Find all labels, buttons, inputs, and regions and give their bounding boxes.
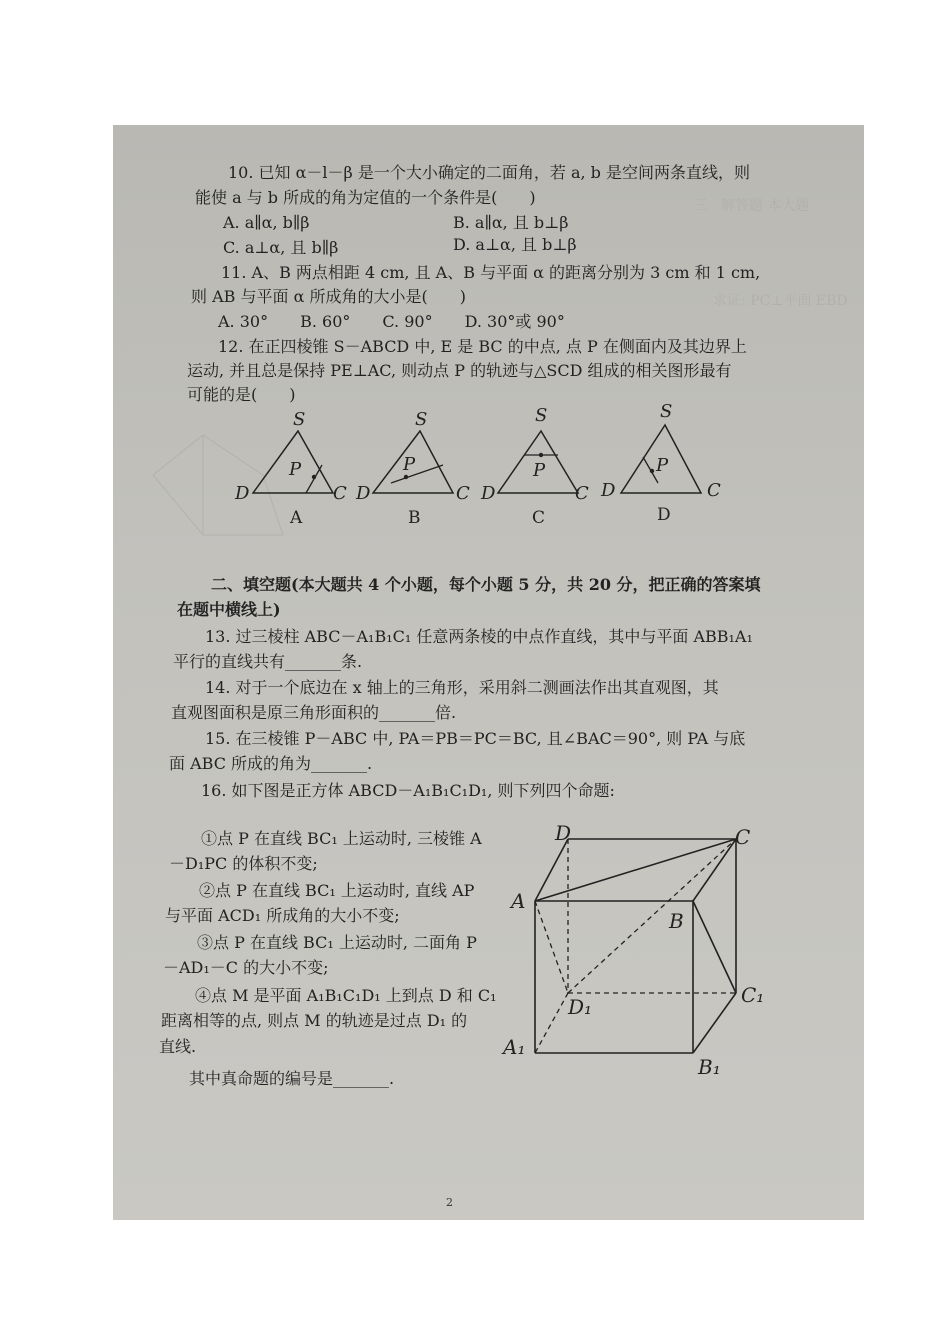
q14-line1: 14. 对于一个底边在 x 轴上的三角形，采用斜二测画法作出其直观图，其: [205, 678, 719, 697]
q12-caption-c: C: [532, 508, 546, 528]
q12-stem-line3: 可能的是( ): [187, 385, 296, 404]
q16-prop2-line2: 与平面 ACD₁ 所成角的大小不变;: [165, 906, 400, 925]
q12-caption-b: B: [408, 508, 421, 528]
q12-d-label-c: C: [707, 480, 721, 501]
q12-stem-line1: 12. 在正四棱锥 S－ABCD 中, E 是 BC 的中点, 点 P 在侧面内及其边界上: [218, 337, 747, 356]
q11-options: A. 30° B. 60° C. 90° D. 30°或 90°: [218, 312, 565, 331]
q12-a-label-c: C: [333, 483, 347, 504]
q14-line2: 直观图面积是原三角形面积的_______倍.: [171, 703, 457, 722]
q13-line2: 平行的直线共有_______条.: [173, 652, 363, 671]
q12-b-label-s: S: [415, 409, 428, 430]
q10-option-d: D. a⊥α, 且 b⊥β: [453, 235, 577, 254]
q12-b-label-c: C: [456, 483, 470, 504]
q12-b-label-p: P: [403, 454, 416, 475]
cube-label-c1: C₁: [741, 983, 765, 1007]
q12-stem-line2: 运动, 并且总是保持 PE⊥AC, 则动点 P 的轨迹与△SCD 组成的相关图形最有: [187, 361, 732, 380]
q12-a-label-s: S: [293, 409, 306, 430]
q12-d-label-d: D: [601, 480, 616, 501]
q16-answer-line: 其中真命题的编号是_______.: [189, 1069, 395, 1088]
q12-d-label-s: S: [660, 401, 673, 422]
section2-header-line1: 二、填空题(本大题共 4 个小题，每个小题 5 分，共 20 分，把正确的答案填: [211, 575, 761, 594]
photographed-exam-page: [113, 125, 864, 1220]
q11-stem-line1: 11. A、B 两点相距 4 cm, 且 A、B 与平面 α 的距离分别为 3 cm 和 1 cm,: [221, 263, 761, 282]
q16-prop3-line1: ③点 P 在直线 BC₁ 上运动时, 二面角 P: [197, 933, 477, 952]
cube-label-d: D: [555, 821, 572, 845]
q12-a-label-p: P: [289, 459, 302, 480]
q16-prop1-line2: －D₁PC 的体积不变;: [169, 854, 318, 873]
cube-label-c: C: [735, 825, 751, 849]
q10-option-c: C. a⊥α, 且 b∥β: [223, 238, 339, 257]
q10-stem-line2: 能使 a 与 b 所成的角为定值的一个条件是( ): [195, 188, 536, 207]
q12-d-label-p: P: [656, 455, 669, 476]
cube-label-a: A: [511, 889, 526, 913]
cube-label-d1: D₁: [568, 995, 593, 1019]
cube-label-a1: A₁: [503, 1035, 526, 1059]
q12-b-label-d: D: [356, 483, 371, 504]
q16-prop3-line2: －AD₁－C 的大小不变;: [163, 958, 329, 977]
q15-line1: 15. 在三棱锥 P－ABC 中, PA＝PB＝PC＝BC, 且∠BAC＝90°, 则 PA 与底: [205, 729, 746, 748]
q12-caption-a: A: [290, 508, 303, 528]
bleed-through-text: 求证: PC⊥平面 EBD: [713, 293, 848, 309]
cube-label-b: B: [669, 909, 684, 933]
q12-c-label-s: S: [535, 405, 548, 426]
cube-label-b1: B₁: [698, 1055, 721, 1079]
q10-option-b: B. a∥α, 且 b⊥β: [453, 213, 569, 232]
q16-prop4-line2: 距离相等的点, 则点 M 的轨迹是过点 D₁ 的: [161, 1011, 468, 1030]
q11-stem-line2: 则 AB 与平面 α 所成角的大小是( ): [191, 287, 466, 306]
bleed-through-text: 三 解答题 本大题: [693, 198, 810, 214]
q12-c-label-c: C: [575, 483, 589, 504]
q12-c-label-d: D: [481, 483, 496, 504]
q16-line1: 16. 如下图是正方体 ABCD－A₁B₁C₁D₁, 则下列四个命题:: [201, 781, 615, 800]
q10-option-a: A. a∥α, b∥β: [223, 213, 310, 232]
q10-stem-line1: 10. 已知 α－l－β 是一个大小确定的二面角，若 a, b 是空间两条直线，则: [228, 163, 751, 182]
q16-prop4-line3: 直线.: [159, 1037, 197, 1056]
q15-line2: 面 ABC 所成的角为_______.: [169, 754, 373, 773]
q16-prop1-line1: ①点 P 在直线 BC₁ 上运动时, 三棱锥 A: [201, 829, 482, 848]
q16-prop2-line1: ②点 P 在直线 BC₁ 上运动时, 直线 AP: [199, 881, 475, 900]
q12-a-label-d: D: [235, 483, 250, 504]
q12-c-label-p: P: [533, 460, 546, 481]
section2-header-line2: 在题中横线上): [177, 600, 281, 619]
page-number: 2: [446, 1196, 453, 1209]
q13-line1: 13. 过三棱柱 ABC－A₁B₁C₁ 任意两条棱的中点作直线，其中与平面 ABB₁A₁: [205, 627, 753, 646]
q12-caption-d: D: [657, 505, 671, 525]
cube-figure: [493, 815, 793, 1075]
q16-prop4-line1: ④点 M 是平面 A₁B₁C₁D₁ 上到点 D 和 C₁: [195, 986, 497, 1005]
